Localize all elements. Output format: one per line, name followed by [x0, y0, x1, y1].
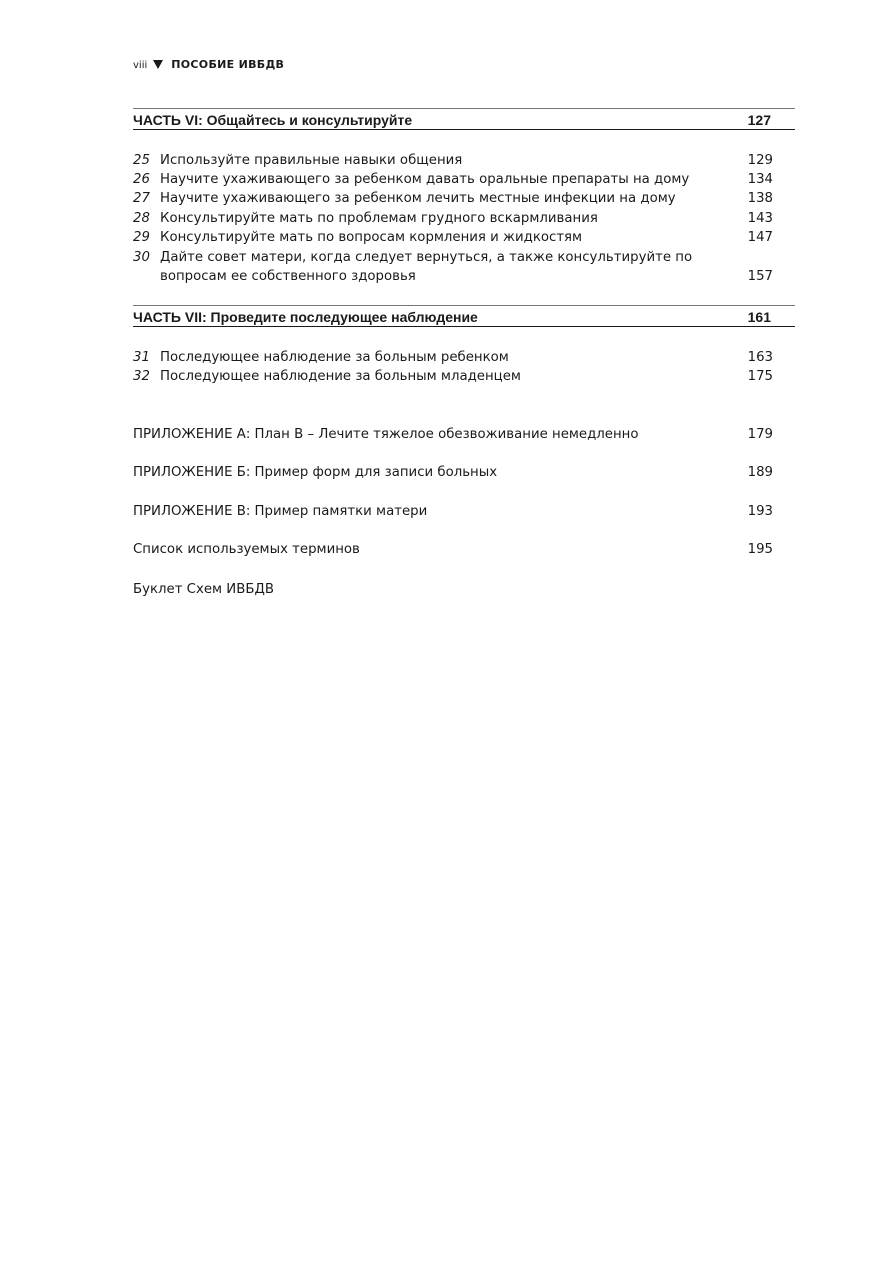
part-title: ЧАСТЬ VII: Проведите последующее наблюдение — [133, 309, 478, 325]
appendix-page: 179 — [747, 427, 773, 442]
chapter-number: 32 — [133, 369, 150, 384]
appendix-page: 189 — [747, 465, 773, 480]
glossary-page: 195 — [747, 542, 773, 557]
chapter-page: 163 — [747, 350, 773, 365]
chapter-number: 29 — [133, 230, 150, 245]
chapter-number: 26 — [133, 172, 150, 187]
chapter-page: 143 — [747, 211, 773, 226]
page-number: viii — [133, 60, 148, 71]
chapter-number: 28 — [133, 211, 150, 226]
part-title: ЧАСТЬ VI: Общайтесь и консультируйте — [133, 112, 413, 128]
chapter-page: 147 — [747, 230, 773, 245]
glossary-title: Список используемых терминов — [133, 542, 360, 557]
part-page: 127 — [747, 112, 771, 128]
chapter-title: Используйте правильные навыки общения — [160, 153, 463, 168]
appendix-title: ПРИЛОЖЕНИЕ В: Пример памятки матери — [133, 504, 428, 519]
chapter-title: Последующее наблюдение за больным ребенком — [160, 350, 509, 365]
chapter-title: Научите ухаживающего за ребенком давать оральные препараты на дому — [160, 172, 690, 187]
chapter-title: Дайте совет матери, когда следует вернуться, а также консультируйте по вопросам ее собственного здоровья — [160, 250, 693, 284]
book-title: ПОСОБИЕ ИВБДВ — [171, 58, 285, 71]
chapter-title: Последующее наблюдение за больным младенцем — [160, 369, 521, 384]
chapter-number: 25 — [133, 153, 150, 168]
chapter-page: 157 — [747, 269, 773, 284]
chapter-title: Консультируйте мать по вопросам кормления и жидкостям — [160, 230, 583, 245]
chapter-number: 31 — [133, 350, 150, 365]
booklet-title: Буклет Схем ИВБДВ — [133, 582, 274, 597]
part-heading-7[interactable] — [133, 305, 795, 327]
appendix-title: ПРИЛОЖЕНИЕ А: План В – Лечите тяжелое обезвоживание немедленно — [133, 427, 639, 442]
appendix-title: ПРИЛОЖЕНИЕ Б: Пример форм для записи больных — [133, 465, 498, 480]
appendix-page: 193 — [747, 504, 773, 519]
chapter-title: Научите ухаживающего за ребенком лечить местные инфекции на дому — [160, 191, 676, 206]
chapter-page: 175 — [747, 369, 773, 384]
chapter-title: Консультируйте мать по проблемам грудного вскармливания — [160, 211, 598, 226]
triangle-down-icon — [153, 60, 163, 69]
chapter-number: 27 — [133, 191, 150, 206]
chapter-page: 134 — [747, 172, 773, 187]
chapter-number: 30 — [133, 250, 150, 265]
part-page: 161 — [747, 309, 771, 325]
part-heading-6[interactable] — [133, 108, 795, 130]
running-header — [133, 58, 284, 71]
chapter-page: 129 — [747, 153, 773, 168]
chapter-page: 138 — [747, 191, 773, 206]
